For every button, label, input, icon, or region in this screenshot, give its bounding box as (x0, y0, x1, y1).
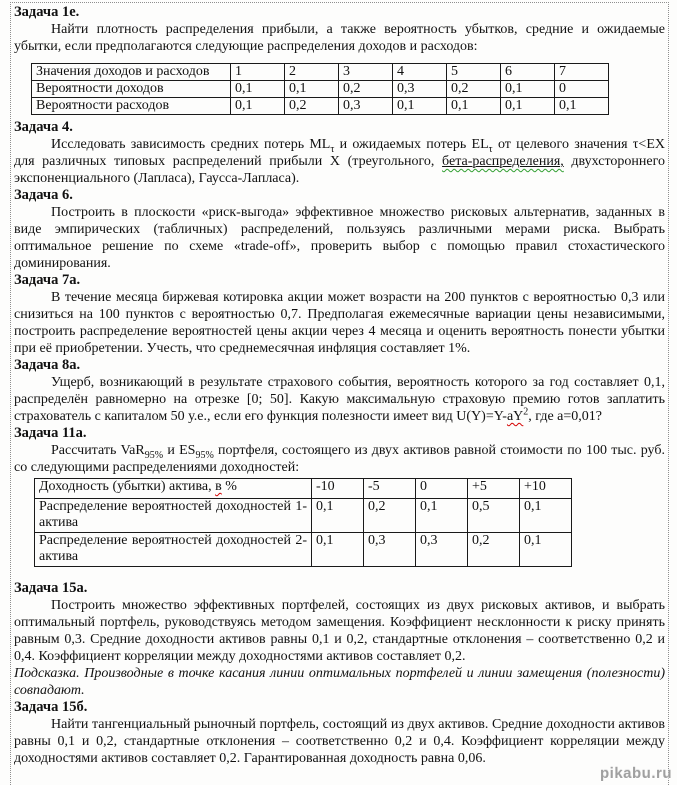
table-cell: 2 (285, 64, 339, 81)
table-cell: 0,3 (416, 533, 468, 567)
task-8a-section (14, 357, 665, 425)
task-6-title: Задача 6. (14, 187, 73, 203)
task-4-text (14, 136, 665, 187)
table-cell: 0,1 (501, 81, 555, 98)
text-segment: Исследовать зависимость средних потерь ML (51, 137, 331, 152)
text-segment: и ожидаемых потерь EL (334, 137, 489, 152)
table-cell: 0,1 (312, 533, 364, 567)
table-cell: 0,1 (447, 98, 501, 115)
table-cell: Значения доходов и расходов (32, 64, 231, 81)
text-segment: Доходность (убытки) актива, (39, 479, 216, 494)
portfolio-returns-table (34, 478, 572, 567)
task-7a-title: Задача 7а. (14, 272, 81, 288)
table-cell: 0,1 (501, 98, 555, 115)
task-15a-text: Построить множество эффективных портфелей, состоящих из двух рисковых активов, и выбрать оптимальный портфель, руководствуясь методом замещения. Коэффициент несклонности к риску принять равным 0,3. Средние доходности активов равны 0,1 и 0,2, стандартные отклонения – соответственно 0,2 и 0,4. Коэффициент корреляции между доходностями активов составляет 0,2. (14, 598, 665, 664)
table-cell: 0,2 (468, 533, 520, 567)
table-cell: 7 (555, 64, 609, 81)
text-segment: , где a=0,01? (528, 409, 603, 424)
table-row-expense-prob (32, 98, 609, 115)
table-header-row (35, 479, 572, 499)
task-11a-title: Задача 11а. (14, 425, 87, 441)
task-15b-text: Найти тангенциальный рыночный портфель, состоящий из двух активов. Средние доходности активов равны 0,1 и 0,2, стандартные отклонения – соответственно 0,2 и 0,4. Коэффициент корреляции между доходностями активов составляет 0,2. Гарантированная доходность равна 0,06. (14, 717, 665, 766)
table-row-asset2 (35, 533, 572, 567)
task-6-section (14, 187, 665, 272)
subscript-tau: τ (330, 143, 335, 155)
table-cell: 0,2 (364, 499, 416, 533)
table-cell: 0,3 (393, 81, 447, 98)
text-segment: от целевого значения τ<EX для различных типовых распределений прибыли X (треугольного, (14, 137, 665, 169)
text-segment: % (221, 479, 237, 494)
table-cell: 0 (416, 479, 468, 499)
table-cell: 0,1 (285, 81, 339, 98)
table-cell: 0,1 (393, 98, 447, 115)
table-cell: 0,1 (520, 533, 572, 567)
spell-check-underline: aY (506, 409, 524, 424)
table-cell: 0,2 (339, 81, 393, 98)
task-4-section (14, 119, 665, 187)
task-7a-text: В течение месяца биржевая котировка акции может возрасти на 200 пунктов с вероятностью 0,3 или снизиться на 100 пунктов с вероятностью 0,7. Предполагая ежемесячные вариации цены независимыми, построить распределение вероятностей цены акции через 4 месяца и оценить вероятность понести убытки при её приобретении. Учесть, что среднемесячная инфляция составляет 1%. (14, 290, 665, 356)
task-6-text: Построить в плоскости «риск-выгода» эффективное множество рисковых альтернатив, заданных в виде эмпирических (табличных) распределений, пользуясь различными мерами риска. Выбрать оптимальное решение по схеме «trade-off», проверить выбор с помощью правил стохастического доминирования. (14, 205, 665, 271)
task-11a-section (14, 425, 665, 567)
table-cell: 3 (339, 64, 393, 81)
table-cell (35, 479, 312, 499)
subscript-95pct: 95% (144, 449, 164, 461)
text-segment: портфеля, состоящего из двух активов равной стоимости по 100 тыс. руб. со следующими распределениями доходностей: (14, 443, 665, 475)
table-cell: 0,1 (231, 98, 285, 115)
table-cell: Вероятности расходов (32, 98, 231, 115)
table-row-income-prob (32, 81, 609, 98)
superscript-2: 2 (523, 406, 529, 418)
task-7a-section (14, 272, 665, 357)
text-segment: и ES (163, 443, 196, 458)
income-expense-table (31, 63, 609, 115)
pikabu-watermark: pikabu.ru (599, 765, 672, 782)
text-segment: Ущерб, возникающий в результате страхового события, вероятность которого за год составляет 0,1, распределён равномерно на отрезке [0; 50]. Какую максимальную страховую премию готов заплатить страхователь с капиталом 50 у.е., если его функция полезности имеет вид U(Y)=Y- (14, 375, 665, 424)
table-cell: -5 (364, 479, 416, 499)
table-cell: Распределение вероятностей доходностей 1-актива (35, 499, 312, 533)
table-cell: -10 (312, 479, 364, 499)
table-cell: +10 (520, 479, 572, 499)
table-cell: 0,2 (447, 81, 501, 98)
subscript-95pct: 95% (195, 449, 214, 461)
table-cell: 0,3 (364, 533, 416, 567)
text-segment: Рассчитать VaR (51, 443, 145, 458)
table-cell: 0 (555, 81, 609, 98)
task-11a-text (14, 442, 665, 476)
table-cell: 0,5 (468, 499, 520, 533)
table-cell: 1 (231, 64, 285, 81)
table-cell: +5 (468, 479, 520, 499)
table-cell: Вероятности доходов (32, 81, 231, 98)
task-1e-section (14, 4, 665, 115)
table-cell: 0,1 (231, 81, 285, 98)
task-8a-title: Задача 8а. (14, 357, 81, 373)
underlined-term (442, 154, 564, 169)
table-cell: Распределение вероятностей доходностей 2-актива (35, 533, 312, 567)
task-15b-section (14, 699, 665, 767)
table-row-values (32, 64, 609, 81)
task-15a-title: Задача 15а. (14, 580, 88, 596)
table-cell: 0,3 (339, 98, 393, 115)
text-segment: двухстороннего экспоненциального (Лапласа), Гаусса-Лапласа). (14, 154, 665, 186)
table-cell: 0,2 (285, 98, 339, 115)
grammar-check-underline: бета-распределения, (442, 154, 564, 169)
table-cell: 4 (393, 64, 447, 81)
table-cell: 0,1 (312, 499, 364, 533)
task-8a-text (14, 374, 665, 425)
task-15a-section (14, 580, 665, 699)
task-1e-text: Найти плотность распределения прибыли, а также вероятность убытков, средние и ожидаемые убытки, если предполагаются следующие распределения доходов и расходов: (14, 22, 665, 54)
table-cell: 6 (501, 64, 555, 81)
task-15a-hint: Подсказка. Производные в точке касания линии оптимальных портфелей и линии замещения (полезности) совпадают. (14, 666, 665, 698)
task-15b-title: Задача 15б. (14, 699, 88, 715)
blank-line (14, 567, 665, 580)
spell-check-underline: в (215, 479, 222, 494)
document-content (10, 2, 669, 785)
table-cell: 0,1 (555, 98, 609, 115)
subscript-tau: τ (488, 143, 493, 155)
table-row-asset1 (35, 499, 572, 533)
task-4-title: Задача 4. (14, 119, 73, 135)
table-cell: 0,1 (520, 499, 572, 533)
task-1e-title: Задача 1е. (14, 4, 80, 20)
table-cell: 5 (447, 64, 501, 81)
table-cell: 0,1 (416, 499, 468, 533)
